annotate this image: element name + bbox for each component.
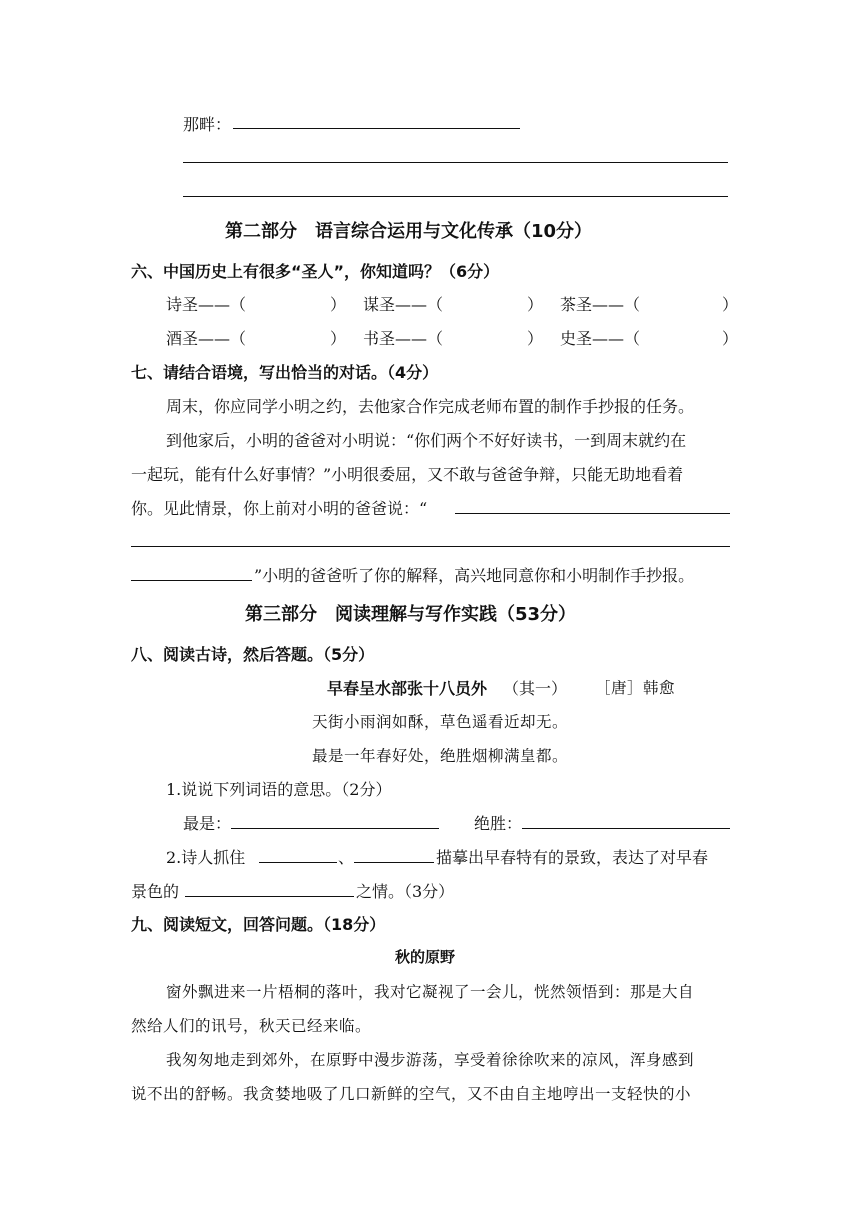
q7-answer-line-1[interactable] bbox=[455, 513, 730, 514]
q6-chasheng-close: ） bbox=[722, 295, 739, 314]
q8-sub2-sep: 、 bbox=[338, 848, 355, 867]
q6-jiusheng-label: 酒圣——（ bbox=[166, 329, 247, 348]
q8-sub2-blank-3[interactable] bbox=[185, 896, 354, 897]
q8-sub2-line2-end: 之情。（3分） bbox=[356, 882, 455, 901]
answer-line-1[interactable] bbox=[183, 162, 728, 163]
poem-author: ［唐］韩愈 bbox=[595, 679, 676, 697]
q7-para2-line2: 一起玩，能有什么好事情？”小明很委屈，又不敢与爸爸争辩，只能无助地看着 bbox=[131, 465, 684, 484]
q8-sub2-blank-2[interactable] bbox=[354, 862, 434, 863]
q8-sub2-line2-start: 景色的 bbox=[131, 882, 180, 901]
article-para2-line1: 我匆匆地走到郊外，在原野中漫步游荡，享受着徐徐吹来的凉风，浑身感到 bbox=[166, 1051, 695, 1069]
part2-title: 第二部分 语言综合运用与文化传承（10分） bbox=[225, 221, 593, 242]
part3-title: 第三部分 阅读理解与写作实践（53分） bbox=[245, 604, 577, 625]
q8-sub2-mid: 描摹出早春特有的景致，表达了对早春 bbox=[436, 848, 709, 867]
q6-shisheng-label: 诗圣——（ bbox=[166, 295, 247, 314]
q6-title: 六、中国历史上有很多“圣人”，你知道吗？（6分） bbox=[131, 262, 500, 281]
q7-para3: ”小明的爸爸听了你的解释，高兴地同意你和小明制作手抄报。 bbox=[254, 566, 695, 585]
q6-shisheng2-close: ） bbox=[722, 329, 739, 348]
q6-mousheng-close: ） bbox=[527, 295, 544, 314]
q8-sub1: 1.说说下列词语的意思。（2分） bbox=[166, 780, 392, 799]
naban-label: 那畔： bbox=[183, 115, 232, 134]
q6-shusheng-close: ） bbox=[527, 329, 544, 348]
q6-shusheng-label: 书圣——（ bbox=[363, 329, 444, 348]
q7-para2-line1: 到他家后，小明的爸爸对小明说：“你们两个不好好读书，一到周末就约在 bbox=[166, 431, 687, 450]
q7-answer-line-2[interactable] bbox=[131, 546, 730, 547]
article-para1-line1: 窗外飘进来一片梧桐的落叶，我对它凝视了一会儿，恍然领悟到：那是大自 bbox=[166, 983, 695, 1001]
q8-sub2-blank-1[interactable] bbox=[259, 862, 337, 863]
q6-chasheng-label: 茶圣——（ bbox=[560, 295, 641, 314]
q6-shisheng-close: ） bbox=[330, 295, 347, 314]
naban-answer-line[interactable] bbox=[233, 128, 520, 129]
q7-title: 七、请结合语境，写出恰当的对话。（4分） bbox=[131, 363, 439, 382]
article-title: 秋的原野 bbox=[395, 948, 456, 966]
article-para2-line2: 说不出的舒畅。我贪婪地吸了几口新鲜的空气，又不由自主地哼出一支轻快的小 bbox=[131, 1085, 692, 1103]
q7-para1: 周末，你应同学小明之约，去他家合作完成老师布置的制作手抄报的任务。 bbox=[166, 397, 695, 416]
poem-line-1: 天街小雨润如酥，草色遥看近却无。 bbox=[312, 713, 569, 731]
q8-word1-label: 最是： bbox=[183, 814, 232, 833]
poem-title: 早春呈水部张十八员外 bbox=[327, 679, 488, 698]
poem-line-2: 最是一年春好处，绝胜烟柳满皇都。 bbox=[312, 747, 569, 765]
q6-jiusheng-close: ） bbox=[330, 329, 347, 348]
article-para1-line2: 然给人们的讯号，秋天已经来临。 bbox=[131, 1017, 372, 1035]
q8-word1-answer-line[interactable] bbox=[231, 828, 439, 829]
q8-word2-answer-line[interactable] bbox=[522, 828, 730, 829]
q6-shisheng2-label: 史圣——（ bbox=[560, 329, 641, 348]
q8-word2-label: 绝胜： bbox=[474, 814, 523, 833]
q8-sub2-start: 2.诗人抓住 bbox=[166, 848, 246, 867]
q7-answer-line-3[interactable] bbox=[131, 580, 252, 581]
q9-title: 九、阅读短文，回答问题。（18分） bbox=[131, 915, 386, 934]
q7-para2-line3: 你。见此情景，你上前对小明的爸爸说：“ bbox=[131, 499, 428, 518]
q8-title: 八、阅读古诗，然后答题。（5分） bbox=[131, 645, 375, 664]
answer-line-2[interactable] bbox=[183, 196, 728, 197]
poem-subtitle: （其一） bbox=[503, 679, 568, 698]
q6-mousheng-label: 谋圣——（ bbox=[363, 295, 444, 314]
